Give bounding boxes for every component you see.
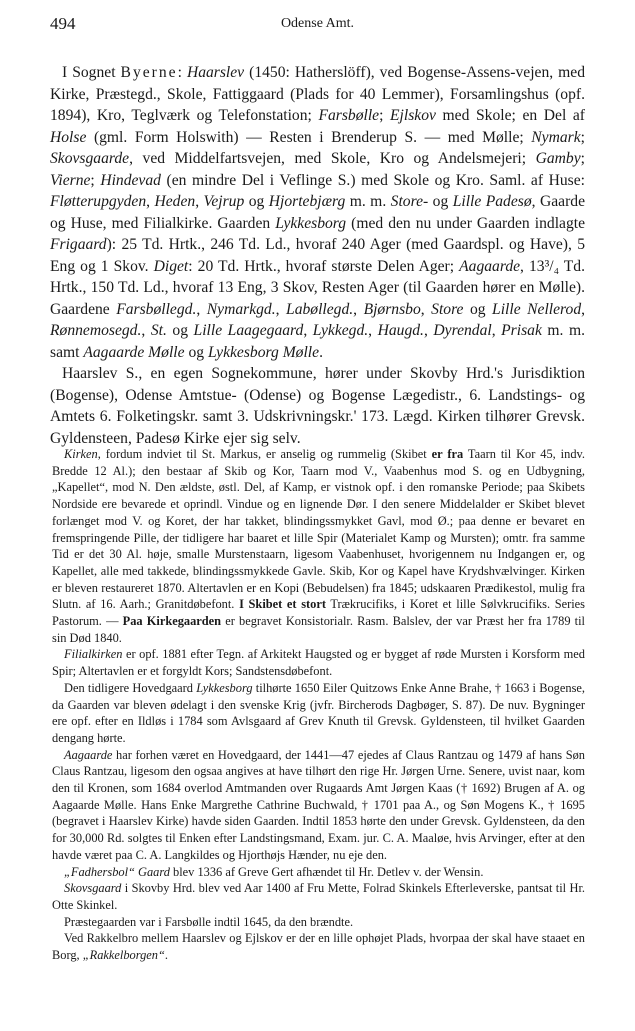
place-name: Haarslev [186, 64, 245, 81]
text-run: og [244, 193, 269, 210]
bold-text: I Skibet et stort [239, 597, 326, 612]
text-run: : 20 Td. Hrtk., hvoraf største Delen Ager; [188, 257, 460, 275]
running-title: Odense Amt. [280, 16, 355, 31]
place-name: Store- [390, 193, 429, 210]
page-number: 494 [50, 14, 76, 33]
text-run: Trækrucifiks, i Koret et lille Sølvkrucifiks. Series Pastorum. — [52, 597, 585, 629]
place-name: Lille Padesø [452, 193, 532, 210]
note-paragraph [52, 446, 585, 646]
text-run: , ved Middelfartsvejen, med Skole, Kro og Andelsmejeri; [129, 150, 536, 167]
text-run: , [146, 193, 155, 210]
place-name: Hjortebjærg [268, 193, 346, 210]
place-name: Lykkesborg [196, 680, 253, 695]
text-run: blev 1336 af Greve Gert afhændet til Hr. Detlev v. der Wensin. [169, 864, 484, 879]
text-run: Ved Rakkelbro mellem Haarslev og Ejlskov er der en lille ophøjet Plads, hvorpaa der skal have staaet en Borg, [52, 931, 585, 963]
note-paragraph [52, 680, 585, 747]
text-run: ): 25 Td. Hrtk., 246 Td. Ld., hvoraf 240 Ager (med Gaardspl. og Have), 5 Eng og 1 Skov. [50, 236, 585, 275]
place-name: Nymarkgd. [206, 300, 276, 318]
place-name: Lykkegd. [312, 322, 369, 339]
main-paragraph [50, 363, 585, 449]
text-run: Haarslev S., en egen Sognekommune, hører under Skovby Hrd.'s Jurisdiktion (Bogense), Odense Amtstue- (Odense) og Bogense Lægedistr., 6. Landstings- og Amtets 6. Folketingskr. samt 3. Udskrivningskr.' 173. Lægd. Kirken tilhører Grevsk. Gyldensteen, Padesø Kirke ejer sig selv. [50, 365, 585, 447]
place-name: Gamby [535, 150, 581, 167]
place-name: „Rakkelborgen“ [82, 948, 165, 963]
text-run: Præstegaarden var i Farsbølle indtil 1645, da den brændte. [64, 914, 354, 929]
place-name: „Fadhersbol“ Gaard [64, 864, 170, 879]
note-paragraph [52, 880, 585, 913]
place-name: Store [431, 300, 464, 318]
text-run: ; [379, 107, 391, 124]
note-paragraph [52, 930, 585, 963]
text-run: , [141, 322, 151, 339]
text-run: tilhørte 1650 Eiler Quitzows Enke Anne Brahe, † 1663 i Bogense, da Gaarden var bleven ødelagt i den svenske Krig (jvfr. Bircherods Dagbøger, S. 87). De nuv. Bygninger ere opf. efter en Ildløs i 1784 som Avlsgaard af Grev Knuth til Grevsk. Gyldensteen, til hvilket Gaarden dengang hørte. [52, 680, 585, 745]
text-run: , fordum indviet til St. Markus, er anselig og rummelig (Skibet [97, 447, 432, 461]
text-run: , Gaarde og Huse, med Filialkirke. Gaarden [50, 193, 585, 232]
text-run: , [368, 322, 378, 339]
text-run: , [303, 322, 313, 339]
text-run: og [463, 300, 493, 318]
bold-text: er fra [431, 447, 464, 461]
text-run: , 13³/₄ Td. Hrtk., 150 Td. Ld., hvoraf 13 Eng, 3 Skov, Resten Ager (til Gaarden hører en Mølle). Gaardene [50, 257, 585, 318]
text-run: med Skole; en Del af [435, 107, 585, 124]
place-name: Skovsgaard [64, 881, 122, 896]
text-run: ; [580, 150, 585, 167]
place-name: Lykkesborg [275, 214, 347, 232]
place-name: Labøllegd. [286, 300, 354, 318]
place-name: Hindevad [100, 171, 161, 189]
text-run: m. m. samt [50, 322, 586, 361]
text-run: (1450: Hatherslöff), ved Bogense-Assens-vejen, med Kirke, Præstegd., Skole, Fattiggaard (Plads for 40 Lemmer), Forsamlingshus (opf. 1894), Kro, Teglværk og Telefonstation; [50, 64, 586, 124]
place-name: Holse [50, 128, 87, 146]
bold-text: Paa Kirkegaarden [122, 614, 222, 629]
place-name: Heden [154, 193, 196, 210]
text-run: i Skovby Hrd. blev ved Aar 1400 af Fru Mette, Folrad Skinkels Efterleverske, pantsat til Hr. Otte Skinkel. [52, 881, 585, 912]
text-run: : [177, 64, 187, 81]
place-name: Frigaard [50, 236, 107, 253]
place-name: Kirken [64, 447, 98, 461]
place-name: Farsbøllegd. [116, 300, 197, 318]
main-paragraph [50, 62, 585, 363]
text-run: har forhen været en Hovedgaard, der 1441—47 ejedes af Claus Rantzau og 1479 af hans Søn Claus Rantzau, ligesom den ogsaa angives at have tilhørt den rige Hr. Jørgen Urne. Senere, uvist naar, kom den til Kronen, som 1684 overlod Amtmanden over Rugaards Amt Jørgen Kaas († 1692) Brugen af A. og Aagaarde Mølle. Hans Enke Margrethe Cathrine Buchwald, † 1701 paa A., og Søn Mogens K., † 1695 (begravet i Haarslev Kirke) havde siden Gaarden. Indtil 1853 hørte den under Grevsk. Gyldensteen, da den for 30,000 Rd. solgtes til Enken efter Landstingsmand, Exam. jur. C. A. Maaløe, hvis Arvinger, efter at den havde været paa C. A. Langkildes og Hjorthøjs Hænder, nu eje den. [52, 747, 585, 862]
note-paragraph [52, 646, 585, 679]
place-name: Rønnemosegd. [50, 322, 142, 339]
text-run: , [581, 300, 586, 318]
text-run: er begravet Konsistorialr. Rasm. Balslev, der var Præst her fra 1789 til sin Død 1840. [52, 614, 585, 645]
place-name: Farsbølle [318, 107, 380, 124]
text-run: , [423, 322, 434, 339]
text-run: . [319, 343, 323, 361]
text-run: (gml. Form Holswith) — Resten i Brenderup S. — med Mølle; [86, 128, 532, 146]
text-run: Taarn til Kor 45, indv. Bredde 12 Al.); den bestaar af Skib og Kor, Taarn mod V., Vaabenhus mod S. og en Udbygning, „Kapellet“, mod N. Den ældste, østl. Del, af Kamp, er vistnok opf. i den romanske Periode; paa Skibets Nordside ere bevarede et oprindl. Vindue og en lignende Dør. I den senere Middelalder er Skibet blevet forlænget mod V. og Koret, der har takket, blindingssmykket Gavl, mod Ø.; paa denne er bevaret en fremspringende Pille, der tidligere har baaret et lille Spir (Materialet Kamp og Mursten); omtr. fra samme Tid er det 30 Al. høje, smalle Murstenstaarn, ligesom Vaabenhuset, hvorigennem nu Indgangen er, og Kapellet, alle med takkede, blindingssmykkede Gavle. Skib, Kor og Kapel have Krydshvælvinger. Kirken er bleven restaureret 1870. Altertavlen er en Kopi (Bebudelsen) fra 1845; udskaaren Prædikestol, mulig fra Slutn. af 16. Aarh.; Granitdøbefont. [52, 447, 585, 612]
place-name: Ejlskov [390, 107, 436, 124]
place-name: Haugd. [377, 322, 424, 339]
place-name: Aagaarde [64, 747, 113, 762]
place-name: Skovsgaarde [50, 150, 130, 167]
place-name: Aagaarde [459, 257, 521, 275]
text-run: ; [580, 128, 585, 146]
text-run: (en mindre Del i Veflinge S.) med Skole og Kro. Saml. af Huse: [160, 171, 585, 189]
text-run: , [195, 193, 204, 210]
text-run: og [428, 193, 453, 210]
text-run: , [420, 300, 432, 318]
place-name: Lille Laagegaard [193, 322, 304, 339]
text-run: I Sognet [62, 64, 121, 81]
note-paragraph [52, 914, 585, 931]
text-run: (med den nu under Gaarden indlagte [346, 214, 585, 232]
text-run: , [275, 300, 287, 318]
text-run: er opf. 1881 efter Tegn. af Arkitekt Haugsted og er bygget af røde Mursten i Korsform med Spir; Altertavlen er et forgyldt Kors; Sandstensdøbefont. [52, 647, 585, 679]
place-name: Lykkesborg Mølle [207, 343, 320, 361]
place-name: Vierne [50, 171, 91, 189]
text-run: , [353, 300, 364, 318]
text-run: ; [90, 171, 101, 189]
place-name: Filialkirken [64, 647, 123, 662]
place-name: Fløtterupgyden [50, 193, 147, 210]
text-run: og [166, 322, 194, 339]
text-run: og [184, 343, 208, 361]
place-name: St. [150, 322, 167, 339]
place-name: Vejrup [203, 193, 245, 210]
text-run: Den tidligere Hovedgaard [64, 680, 197, 695]
historical-notes [52, 446, 585, 964]
text-run: m. m. [345, 193, 391, 210]
text-run: , [196, 300, 207, 318]
note-paragraph [52, 864, 585, 881]
main-text [50, 62, 585, 449]
place-name: Nymark [531, 128, 581, 146]
place-name: Aagaarde Mølle [83, 343, 185, 361]
text-run: , [491, 322, 502, 339]
place-name: Prisak [501, 322, 542, 339]
text-run: . [164, 948, 169, 963]
spaced-text: Byerne [120, 64, 178, 81]
place-name: Lille Nellerod [492, 300, 582, 318]
place-name: Diget [153, 257, 189, 275]
running-head [50, 14, 585, 36]
note-paragraph [52, 747, 585, 864]
place-name: Bjørnsbo [363, 300, 421, 318]
place-name: Dyrendal [433, 322, 492, 339]
